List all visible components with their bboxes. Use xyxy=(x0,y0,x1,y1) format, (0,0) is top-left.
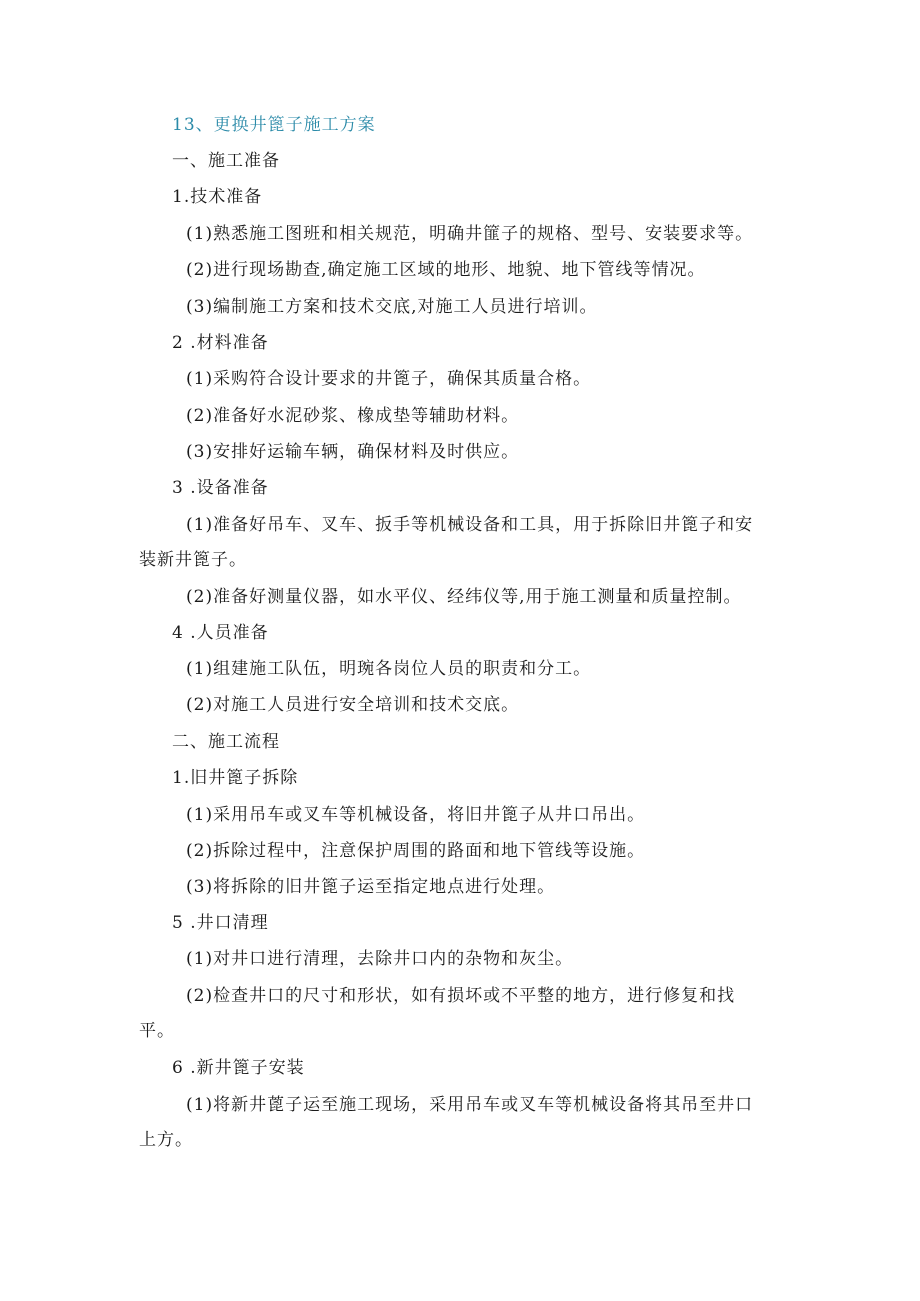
list-item: (3)将拆除的旧井篦子运至指定地点进行处理。 xyxy=(186,877,556,897)
section-heading-process: 二、施工流程 xyxy=(172,732,280,752)
list-item-continuation: 平。 xyxy=(139,1021,175,1041)
list-item: (1)采购符合设计要求的井篦子，确保其质量合格。 xyxy=(186,369,592,389)
list-item: (1)准备好吊车、叉车、扳手等机械设备和工具，用于拆除旧井篦子和安 xyxy=(186,515,754,535)
list-item: (2)拆除过程中，注意保护周围的路面和地下管线等设施。 xyxy=(186,841,646,861)
subheading-technical-preparation: 1.技术准备 xyxy=(172,187,263,207)
list-item: (1)组建施工队伍，明琬各岗位人员的职责和分工。 xyxy=(186,659,592,679)
subheading-old-grate-removal: 1.旧井篦子拆除 xyxy=(172,768,299,788)
list-item: (1)熟悉施工图班和相关规范，明确井篚子的规格、型号、安装要求等。 xyxy=(186,224,754,244)
list-item: (1)对井口进行清理，去除井口内的杂物和灰尘。 xyxy=(186,949,574,969)
list-item-continuation: 装新井篦子。 xyxy=(139,550,247,570)
subheading-equipment-preparation: 3 .设备准备 xyxy=(172,478,269,498)
list-item: (3)编制施工方案和技术交底,对施工人员进行培训。 xyxy=(186,297,598,317)
list-item: (2)进行现场勘查,确定施工区域的地形、地貌、地下管线等情况。 xyxy=(186,260,706,280)
document-title: 13、更换井篦子施工方案 xyxy=(172,115,376,135)
list-item-continuation: 上方。 xyxy=(139,1130,193,1150)
subheading-material-preparation: 2 .材料准备 xyxy=(172,333,269,353)
list-item: (3)安排好运输车辆，确保材料及时供应。 xyxy=(186,442,520,462)
list-item: (2)准备好测量仪器，如水平仪、经纬仪等,用于施工测量和质量控制。 xyxy=(186,587,742,607)
list-item: (2)检查井口的尺寸和形状，如有损坏或不平整的地方，进行修复和找 xyxy=(186,986,736,1006)
list-item: (1)采用吊车或叉车等机械设备，将旧井篦子从井口吊出。 xyxy=(186,805,646,825)
section-heading-preparation: 一、施工准备 xyxy=(172,151,280,171)
subheading-new-grate-installation: 6 .新井篦子安装 xyxy=(172,1058,305,1078)
list-item: (2)对施工人员进行安全培训和技术交底。 xyxy=(186,695,520,715)
subheading-wellhead-cleaning: 5 .井口清理 xyxy=(172,913,269,933)
subheading-personnel-preparation: 4 .人员准备 xyxy=(172,623,269,643)
list-item: (2)准备好水泥砂浆、橡成垫等辅助材料。 xyxy=(186,406,520,426)
list-item: (1)将新井蓖子运至施工现场，采用吊车或叉车等机械设备将其吊至井口 xyxy=(186,1095,754,1115)
